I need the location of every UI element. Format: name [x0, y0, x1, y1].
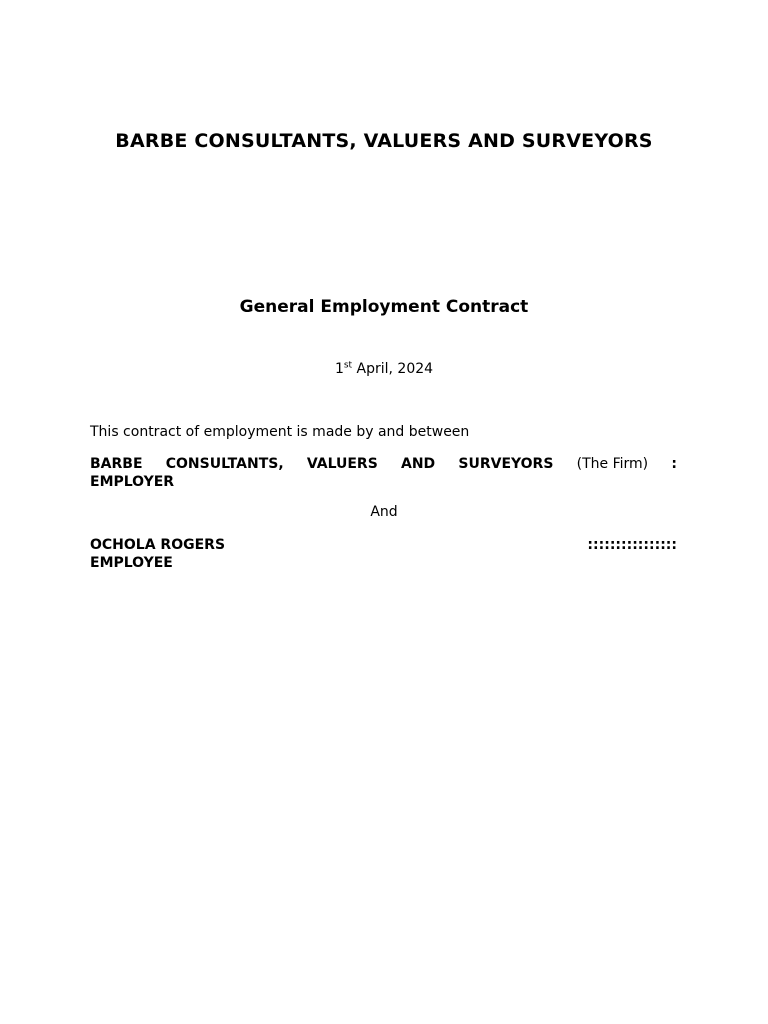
employer-word: CONSULTANTS,	[165, 456, 284, 472]
employer-word: VALUERS	[306, 456, 378, 472]
employee-colon-leader: ::::::::::::::::	[587, 537, 677, 553]
employee-line	[90, 536, 677, 554]
intro-paragraph: This contract of employment is made by and between	[90, 424, 470, 440]
employee-name: OCHOLA ROGERS	[90, 537, 226, 553]
employee-role: EMPLOYEE	[90, 555, 173, 571]
conjunction-and: And	[370, 504, 398, 520]
firm-title: BARBE CONSULTANTS, VALUERS AND SURVEYORS	[115, 130, 653, 152]
contract-date	[0, 361, 768, 377]
employer-colon: :	[671, 456, 677, 472]
contract-title: General Employment Contract	[239, 297, 529, 317]
date-ordinal-suffix: st	[343, 360, 353, 371]
employee-party	[90, 536, 677, 572]
date-rest: April, 2024	[352, 361, 434, 377]
employer-line	[90, 455, 677, 473]
firm-label: (The Firm)	[576, 456, 649, 472]
employer-word: BARBE	[90, 456, 143, 472]
employer-word: AND	[401, 456, 436, 472]
employer-word: SURVEYORS	[458, 456, 554, 472]
date-day: 1	[334, 361, 344, 377]
employer-party	[90, 455, 677, 491]
employer-role: EMPLOYER	[90, 474, 175, 490]
